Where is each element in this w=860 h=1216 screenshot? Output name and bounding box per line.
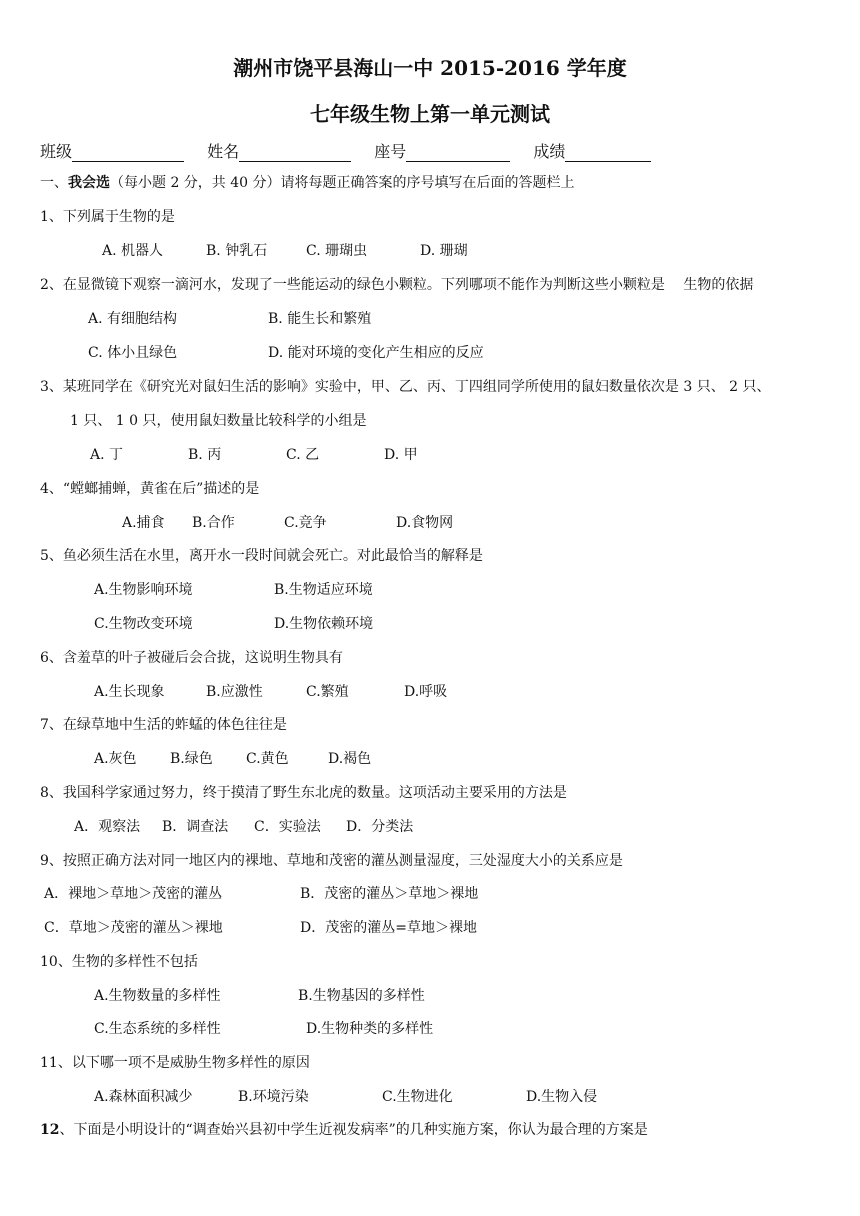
option[interactable]: A. 有细胞结构 [88,311,178,327]
question-text: 11、以下哪一项不是威胁生物多样性的原因 [40,1055,310,1071]
question-text: 3、某班同学在《研究光对鼠妇生活的影响》实验中，甲、乙、丙、丁四组同学所使用的鼠妇数量依次是 3 只、 2 只、 [40,379,771,395]
option[interactable]: B.合作 [192,515,235,531]
option[interactable]: D. 能对环境的变化产生相应的反应 [268,345,484,361]
option[interactable]: D．茂密的灌丛=草地＞裸地 [300,920,477,936]
question-text-continued: 1 只、 1 0 只，使用鼠妇数量比较科学的小组是 [70,413,367,429]
option[interactable]: B.应激性 [206,684,263,700]
question-text: 7、在绿草地中生活的蚱蜢的体色往往是 [40,717,287,733]
name-field[interactable] [239,145,351,162]
option[interactable]: D.生物入侵 [526,1089,598,1105]
option[interactable]: D.食物网 [396,515,454,531]
option[interactable]: D.生物种类的多样性 [306,1021,434,1037]
question-text: 10、生物的多样性不包括 [40,954,198,970]
option[interactable]: C.生物进化 [382,1089,453,1105]
option[interactable]: A.捕食 [122,515,165,531]
question-number: 12 [40,1122,60,1138]
question-text: 4、“螳螂捕蝉，黄雀在后”描述的是 [40,481,260,497]
score-field[interactable] [565,145,651,162]
question-text: 2、在显微镜下观察一滴河水，发现了一些能运动的绿色小颗粒。下列哪项不能作为判断这些小颗粒是 生物的依据 [40,277,754,293]
question-text: 8、我国科学家通过努力，终于摸清了野生东北虎的数量。这项活动主要采用的方法是 [40,785,567,801]
option[interactable]: B．茂密的灌丛＞草地＞裸地 [300,886,479,902]
student-info-row [40,139,669,162]
option[interactable]: A.灰色 [94,751,137,767]
score-label: 成绩 [533,142,566,161]
option[interactable]: D．分类法 [346,819,414,835]
question-text: 12、下面是小明设计的“调查始兴县初中学生近视发病率”的几种实施方案，你认为最合理的方案是 [40,1122,648,1138]
question-text: 6、含羞草的叶子被碰后会合拢，这说明生物具有 [40,650,343,666]
option[interactable]: B．调查法 [162,819,229,835]
exam-subtitle: 七年级生物上第一单元测试 [310,102,550,126]
option[interactable]: D. 珊瑚 [420,243,468,259]
option[interactable]: C.繁殖 [306,684,349,700]
name-label: 姓名 [207,142,240,161]
seat-field[interactable] [406,145,510,162]
question-text: 1、下列属于生物的是 [40,209,175,225]
option[interactable]: B. 能生长和繁殖 [268,311,372,327]
option[interactable]: C.生态系统的多样性 [94,1021,221,1037]
option[interactable]: A.生长现象 [94,684,165,700]
option[interactable]: B.绿色 [170,751,213,767]
option[interactable]: A．观察法 [74,819,141,835]
option[interactable]: C．实验法 [254,819,321,835]
question-text: 5、鱼必须生活在水里，离开水一段时间就会死亡。对此最恰当的解释是 [40,548,483,564]
class-label: 班级 [40,142,73,161]
option[interactable]: D.生物依赖环境 [274,616,374,632]
option[interactable]: C.竞争 [284,515,327,531]
option[interactable]: A.森林面积减少 [94,1089,193,1105]
option[interactable]: C. 珊瑚虫 [306,243,368,259]
class-field[interactable] [72,145,184,162]
option[interactable]: A.生物影响环境 [94,582,193,598]
option[interactable]: B. 钟乳石 [206,243,268,259]
exam-title: 潮州市饶平县海山一中 2015-2016 学年度 [233,56,627,80]
option[interactable]: D.呼吸 [404,684,448,700]
option[interactable]: C. 体小且绿色 [88,345,178,361]
seat-label: 座号 [374,142,407,161]
option[interactable]: A. 丁 [90,447,124,463]
option[interactable]: B.环境污染 [238,1089,309,1105]
option[interactable]: C.生物改变环境 [94,616,193,632]
option[interactable]: C．草地＞茂密的灌丛＞裸地 [44,920,223,936]
option[interactable]: C.黄色 [246,751,289,767]
option[interactable]: A.生物数量的多样性 [94,988,221,1004]
option[interactable]: B. 丙 [188,447,222,463]
option[interactable]: A. 机器人 [102,243,164,259]
option[interactable]: D.褐色 [328,751,372,767]
option[interactable]: B.生物适应环境 [274,582,373,598]
section-heading: 一、我会选（每小题 2 分，共 40 分）请将每题正确答案的序号填写在后面的答题栏上 [40,175,575,191]
option[interactable]: A．裸地＞草地＞茂密的灌丛 [44,886,223,902]
question-text: 9、按照正确方法对同一地区内的裸地、草地和茂密的灌丛测量湿度，三处湿度大小的关系应是 [40,853,623,869]
option[interactable]: B.生物基因的多样性 [298,988,425,1004]
option[interactable]: C. 乙 [286,447,320,463]
option[interactable]: D. 甲 [384,447,418,463]
